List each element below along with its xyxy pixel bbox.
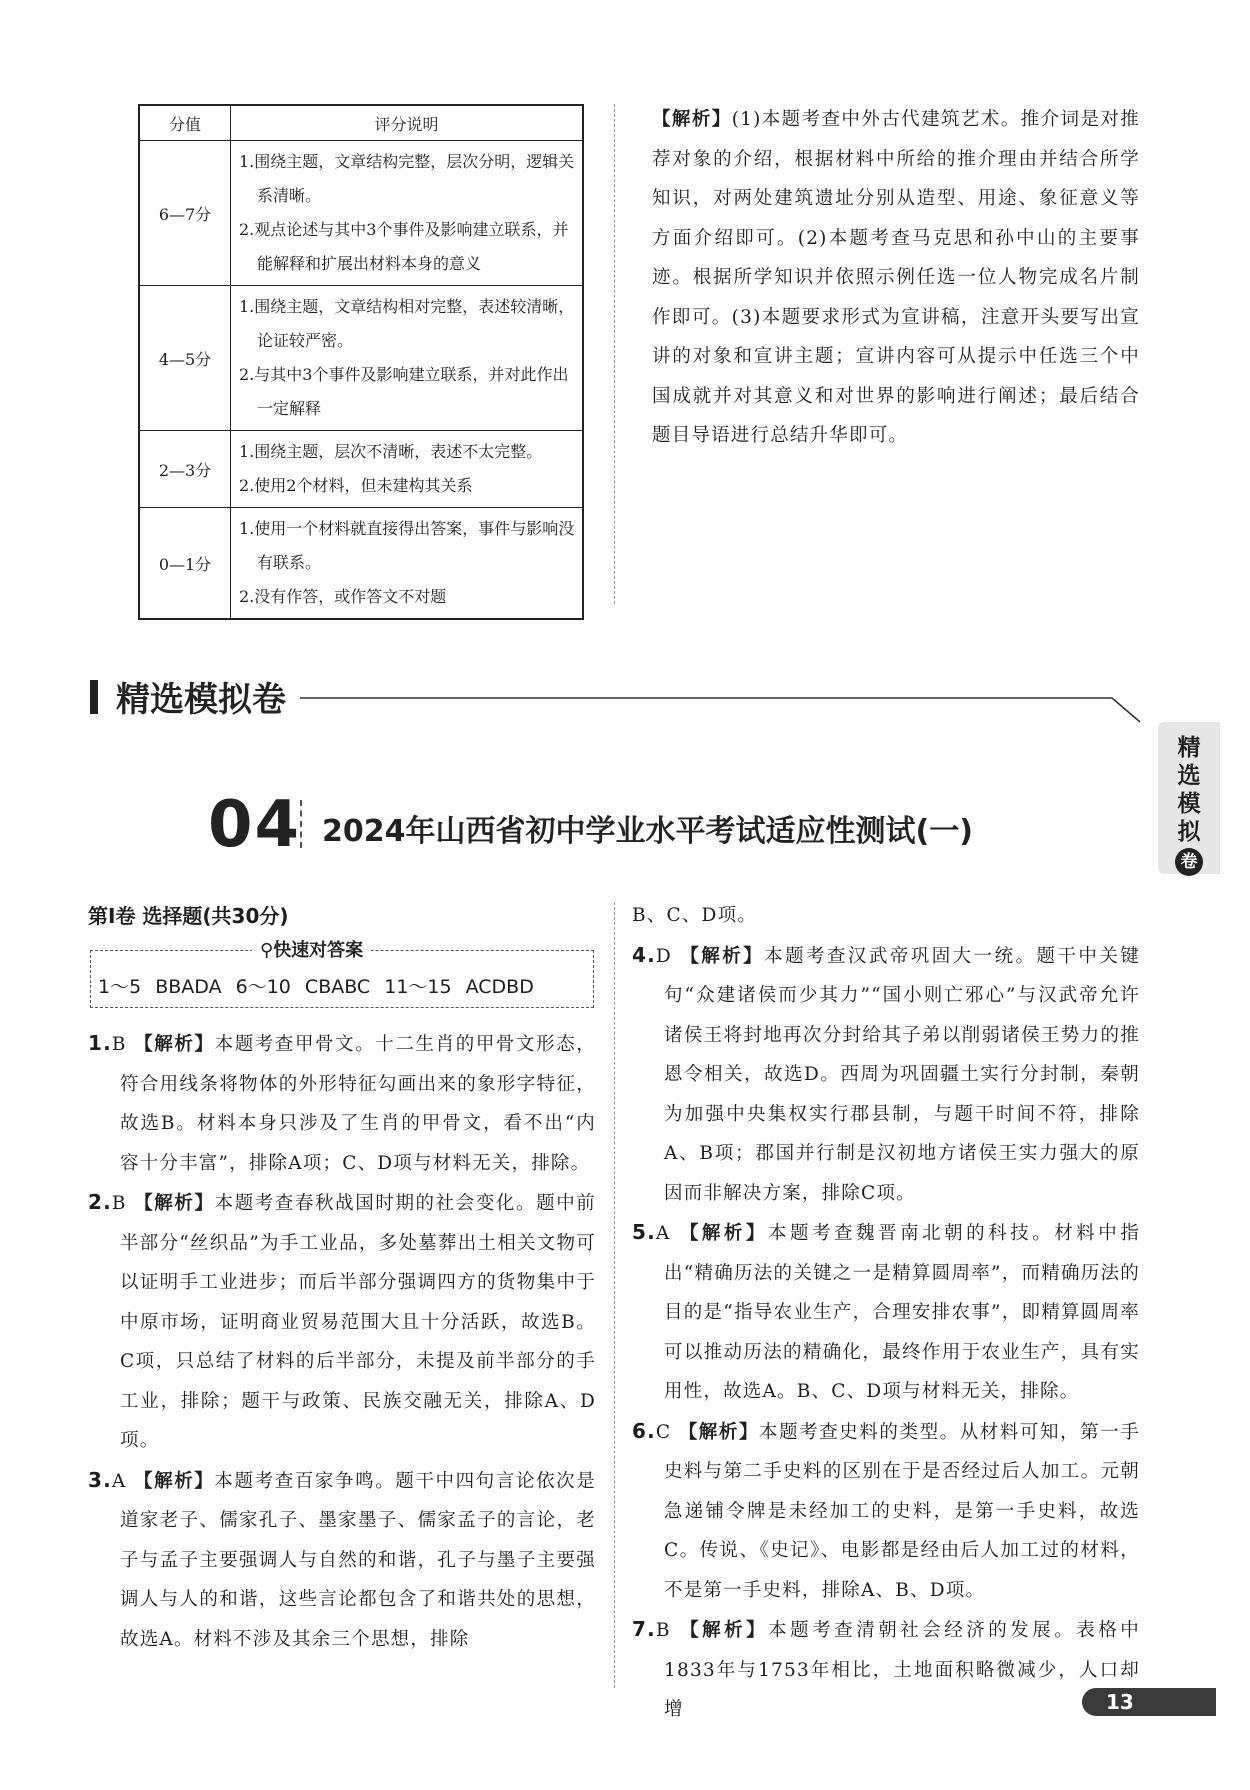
answer-letter: C (655, 1421, 672, 1443)
answer-item (632, 1213, 1140, 1412)
header-description: 评分说明 (231, 105, 584, 141)
question-number: 5. (632, 1220, 656, 1244)
table-row (139, 141, 583, 286)
answer-letter: A (655, 1223, 671, 1244)
exam-number: 04 (208, 788, 302, 862)
analysis-tag: 【解析】 (680, 1620, 769, 1641)
analysis-tag: 【解析】 (680, 945, 765, 967)
desc-item: 1.围绕主题，文章结构完整，层次分明，逻辑关系清晰。 (239, 152, 575, 205)
answer-text: B、C、D项。 (632, 905, 757, 926)
desc-item: 2.使用2个材料，但未建构其关系 (239, 476, 473, 495)
question-number: 3. (88, 1467, 112, 1492)
row-description (231, 508, 584, 620)
row-points: 4—5分 (139, 286, 231, 431)
exam-title: 2024年山西省初中学业水平考试适应性测试(一) (322, 814, 973, 849)
answer-item (632, 1610, 1140, 1730)
analysis-tag: 【解析】 (652, 109, 732, 130)
section-rule (300, 696, 1150, 726)
quick-answer-label (252, 936, 371, 962)
header-points: 分值 (139, 105, 231, 141)
table-row (139, 508, 583, 620)
side-tab-badge: 卷 (1175, 848, 1203, 876)
answer-text: 本题考查春秋战国时期的社会变化。题中前半部分“丝织品”为手工业品，多处墓葬出土相关文物可以证明手工业进步；而后半部分强调四方的货物集中于中原市场，证明商业贸易范围大且十分活跃，故选B。C项，只总结了材料的后半部分，未提及前半部分的手工业，排除；题干与政策、民族交融无关，排除A、D项。 (120, 1193, 596, 1451)
top-analysis (652, 100, 1140, 456)
answer-letter: B (111, 1034, 127, 1055)
row-points: 2—3分 (139, 431, 231, 508)
search-icon: ⚲ (260, 940, 274, 961)
question-number: 6. (632, 1418, 656, 1443)
analysis-tag: 【解析】 (678, 1421, 760, 1443)
quick-label-text: 快速对答案 (273, 940, 364, 961)
answer-text: 本题考查汉武帝巩固大一统。题干中关键句“众建诸侯而少其力”“国小则亡邪心”与汉武帝允许诸侯王将封地再次分封给其子弟以削弱诸侯王势力的推恩令相关，故选D。西周为巩固疆土实行分封制，秦朝为加强中央集权实行郡县制，与题干时间不符，排除A、B项；郡国并行制是汉初地方诸侯王实力强大的原因而非解决方案，排除C项。 (664, 945, 1140, 1204)
answer-text: 本题考查清朝社会经济的发展。表格中1833年与1753年相比，土地面积略微减少，人口却增 (664, 1620, 1140, 1720)
answers-left (88, 1024, 596, 1659)
page-number: 13 (1082, 1688, 1216, 1716)
analysis-tag: 【解析】 (679, 1223, 768, 1244)
answer-letter: D (655, 945, 672, 967)
side-tab-char: 精 (1177, 735, 1201, 761)
table-header-row (139, 105, 583, 141)
desc-item: 2.没有作答，或作答文不对题 (239, 587, 447, 606)
column-divider (614, 104, 615, 604)
question-number: 2. (88, 1190, 112, 1214)
part-heading: 第Ⅰ卷 选择题(共30分) (88, 904, 289, 928)
row-description (231, 141, 584, 286)
row-points: 6—7分 (139, 141, 231, 286)
row-points: 0—1分 (139, 508, 231, 620)
answer-item (632, 1412, 1140, 1611)
answer-item (88, 1183, 596, 1461)
exam-separator (300, 800, 302, 848)
desc-item: 1.使用一个材料就直接得出答案，事件与影响没有联系。 (239, 519, 575, 572)
answer-item (632, 936, 1140, 1214)
analysis-tag: 【解析】 (134, 1193, 215, 1214)
answer-text: 本题考查百家争鸣。题干中四句言论依次是道家老子、儒家孔子、墨家墨子、儒家孟子的言论，老子与孟子主要强调人与自然的和谐，孔子与墨子主要强调人与人的和谐，这些言论都包含了和谐共处的思想，故选A。材料不涉及其余三个思想，排除 (120, 1470, 596, 1650)
row-description (231, 286, 584, 431)
section-bar (90, 680, 98, 714)
side-tab-char: 拟 (1177, 819, 1201, 845)
analysis-tag: 【解析】 (133, 1470, 215, 1492)
question-number: 7. (632, 1617, 656, 1641)
side-tab (1158, 722, 1220, 874)
desc-item: 1.围绕主题，层次不清晰，表述不太完整。 (239, 442, 543, 461)
table-row (139, 286, 583, 431)
side-tab-char: 选 (1177, 763, 1201, 789)
side-tab-char: 模 (1177, 791, 1201, 817)
answer-letter: A (111, 1470, 127, 1492)
question-number: 1. (88, 1031, 112, 1055)
quick-answers: 1～5 BBADA 6～10 CBABC 11～15 ACDBD (98, 976, 534, 998)
question-number: 4. (632, 942, 656, 967)
answer-item (632, 896, 1140, 936)
answer-text: 本题考查魏晋南北朝的科技。材料中指出“精确历法的关键之一是精算圆周率”，而精确历法的目的是“指导农业生产，合理安排农事”，即精算圆周率可以推动历法的精确化，最终作用于农业生产，具有实用性，故选A。B、C、D项与材料无关，排除。 (664, 1223, 1140, 1402)
answers-right (632, 896, 1140, 1730)
section-title: 精选模拟卷 (116, 680, 286, 720)
table-row (139, 431, 583, 508)
answer-text: 本题考查甲骨文。十二生肖的甲骨文形态，符合用线条将物体的外形特征勾画出来的象形字特征，故选B。材料本身只涉及了生肖的甲骨文，看不出“内容十分丰富”，排除A项；C、D项与材料无关，排除。 (120, 1034, 596, 1174)
desc-item: 2.观点论述与其中3个事件及影响建立联系，并能解释和扩展出材料本身的意义 (239, 220, 569, 273)
desc-item: 2.与其中3个事件及影响建立联系，并对此作出一定解释 (239, 365, 569, 418)
column-divider (614, 902, 615, 1688)
scoring-table (138, 104, 584, 620)
desc-item: 1.围绕主题，文章结构相对完整，表述较清晰，论证较严密。 (239, 297, 575, 350)
analysis-tag: 【解析】 (134, 1034, 215, 1055)
analysis-text: (1)本题考查中外古代建筑艺术。推介词是对推荐对象的介绍，根据材料中所给的推介理由并结合所学知识，对两处建筑遗址分别从造型、用途、象征意义等方面介绍即可。(2)本题考查马克思和孙中山的主要事迹。根据所学知识并依照示例任选一位人物完成名片制作即可。(3)本题要求形式为宣讲稿，注意开头要写出宣讲的对象和宣讲主题；宣讲内容可从提示中任选三个中国成就并对其意义和对世界的影响进行阐述；最后结合题目导语进行总结升华即可。 (652, 109, 1140, 446)
answer-letter: B (655, 1620, 671, 1641)
answer-letter: B (111, 1193, 127, 1214)
answer-item (88, 1461, 596, 1660)
answer-text: 本题考查史料的类型。从材料可知，第一手史料与第二手史料的区别在于是否经过后人加工。元朝急递铺令牌是未经加工的史料，是第一手史料，故选C。传说、《史记》、电影都是经由后人加工过的材料，不是第一手史料，排除A、B、D项。 (664, 1421, 1140, 1601)
row-description (231, 431, 584, 508)
answer-item (88, 1024, 596, 1183)
